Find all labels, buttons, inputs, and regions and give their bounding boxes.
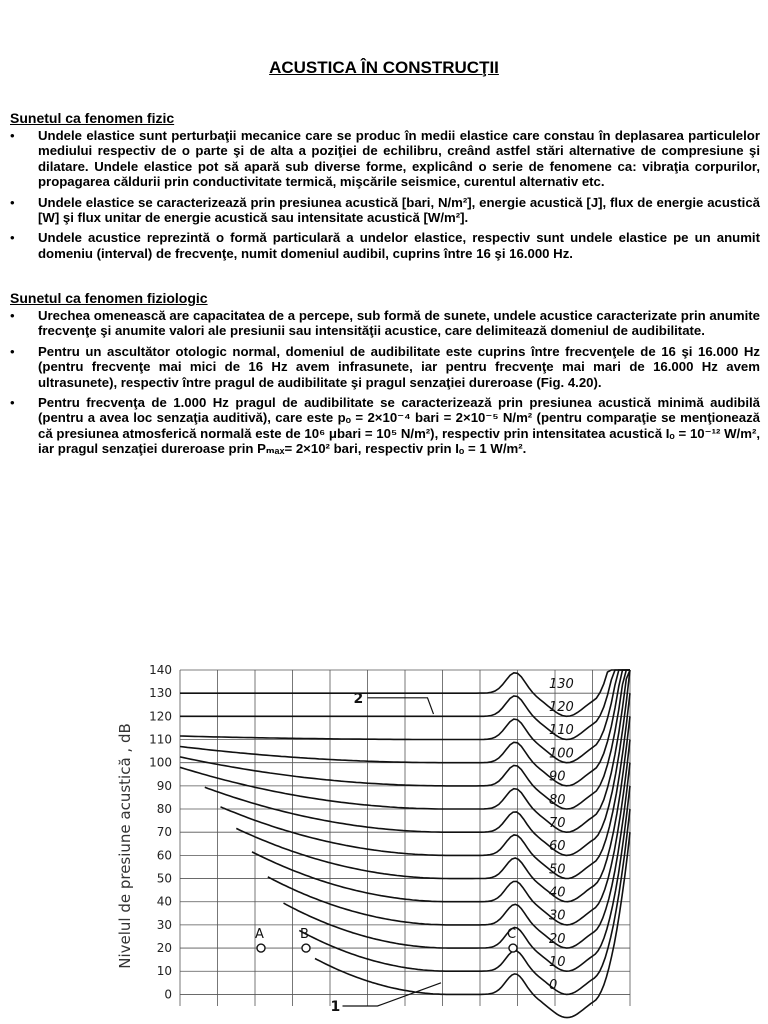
list-item: • Undele acustice reprezintă o formă particulară a undelor elastice, respectiv sunt undele elastice pe un anumit domeniu (interval) de frecvenţe, numit domeniul audibil, cuprins între 16 şi 16.000 Hz. [10, 230, 760, 261]
y-tick-label: 90 [156, 778, 172, 793]
y-tick-label: 40 [156, 894, 172, 909]
y-tick-label: 10 [156, 964, 172, 979]
y-tick-label: 140 [149, 663, 172, 677]
point-marker [302, 944, 310, 952]
curve-label: 0 [549, 978, 558, 994]
section-heading-physiological: Sunetul ca fenomen fiziologic [10, 290, 208, 306]
list-item: • Pentru frecvenţa de 1.000 Hz pragul de audibilitate se caracterizează prin presiunea acustică minimă audibilă (pentru a avea loc senzaţia auditivă), care este pₒ = 2×10⁻⁴ bari = 2×10⁻⁵ N/m² (pentru comparaţie se menţionează că presiunea atmosferică normală este de 10⁶ μbari = 10⁵ N/m²), respectiv prin intensitatea acustică Iₒ = 10⁻¹² W/m², iar pragul senzaţiei dureroase prin Pₘₐₓ= 2×10² bari, respectiv prin Iₒ = 1 W/m². [10, 395, 760, 457]
curve-label: 100 [549, 746, 574, 762]
y-tick-label: 60 [156, 848, 172, 863]
y-tick-label: 20 [156, 941, 172, 956]
curve-label: 50 [549, 862, 566, 878]
bullet-list-physical [10, 128, 760, 266]
curve-label: 120 [549, 700, 574, 716]
curve-label: 80 [549, 792, 566, 808]
point-label: B [300, 927, 309, 943]
y-tick-label: 0 [164, 987, 172, 1002]
page-title: ACUSTICA ÎN CONSTRUCŢII [269, 58, 499, 77]
list-item: • Undele elastice sunt perturbaţii mecanice care se produc în medii elastice care constau în deplasarea particulelor mediului respectiv de o parte şi de alta a poziţiei de echilibru, creând astfel stări alternative de compresiune şi dilatare. Undele elastice pot să apară sub diverse forme, explicând o serie de fenomene ca: vibraţia corpurilor, propagarea căldurii prin conductivitate termică, mişcările seismice, curentul alternativ etc. [10, 128, 760, 190]
curve-label: 110 [549, 723, 574, 739]
y-tick-label: 100 [149, 755, 172, 770]
curve-label: 30 [549, 908, 566, 924]
audibility-chart [100, 656, 740, 1021]
bullet-list-physiological [10, 308, 760, 462]
y-tick-label: 110 [149, 732, 172, 747]
curve-label: 40 [549, 885, 566, 901]
y-axis-label: Nivelul de presiune acustică , dB [116, 723, 134, 969]
list-item: • Undele elastice se caracterizează prin presiunea acustică [bari, N/m²], energie acustică [J], flux de energie acustică [W] şi flux unitar de energie acustică sau intensitate acustică [W/m²]. [10, 195, 760, 226]
y-tick-label: 70 [156, 825, 172, 840]
point-marker [509, 944, 517, 952]
curve-label: 20 [549, 931, 566, 947]
list-item: • Pentru un ascultător otologic normal, domeniul de audibilitate este cuprins între frecvenţele de 16 şi 16.000 Hz (pentru frecvenţe mai mici de 16 Hz avem infrasunete, iar pentru frecvenţe mai mari de 16.000 Hz avem ultrasunete), respectiv între pragul de audibilitate şi pragul senzaţiei dureroase (Fig. 4.20). [10, 344, 760, 390]
y-tick-label: 130 [149, 686, 172, 701]
section-heading-physical: Sunetul ca fenomen fizic [10, 110, 175, 126]
curve-label: 60 [549, 839, 566, 855]
curve-label: 10 [549, 954, 566, 970]
point-label: C [507, 927, 517, 943]
y-tick-label: 50 [156, 871, 172, 886]
y-tick-label: 80 [156, 802, 172, 817]
callout-line [368, 698, 434, 714]
callout-label: 1 [330, 999, 341, 1015]
list-item: • Urechea omenească are capacitatea de a percepe, sub formă de sunete, undele acustice caracterizate prin anumite frecvenţe şi anumite valori ale presiunii sau intensităţii acustice, care delimitează domeniul de audibilitate. [10, 308, 760, 339]
curve-label: 70 [549, 815, 566, 831]
point-marker [257, 944, 265, 952]
curve-label: 130 [549, 676, 574, 692]
y-tick-label: 120 [149, 709, 172, 724]
curve-label: 90 [549, 769, 566, 785]
point-label: A [255, 927, 264, 943]
callout-label: 2 [353, 690, 364, 707]
y-tick-label: 30 [156, 917, 172, 932]
